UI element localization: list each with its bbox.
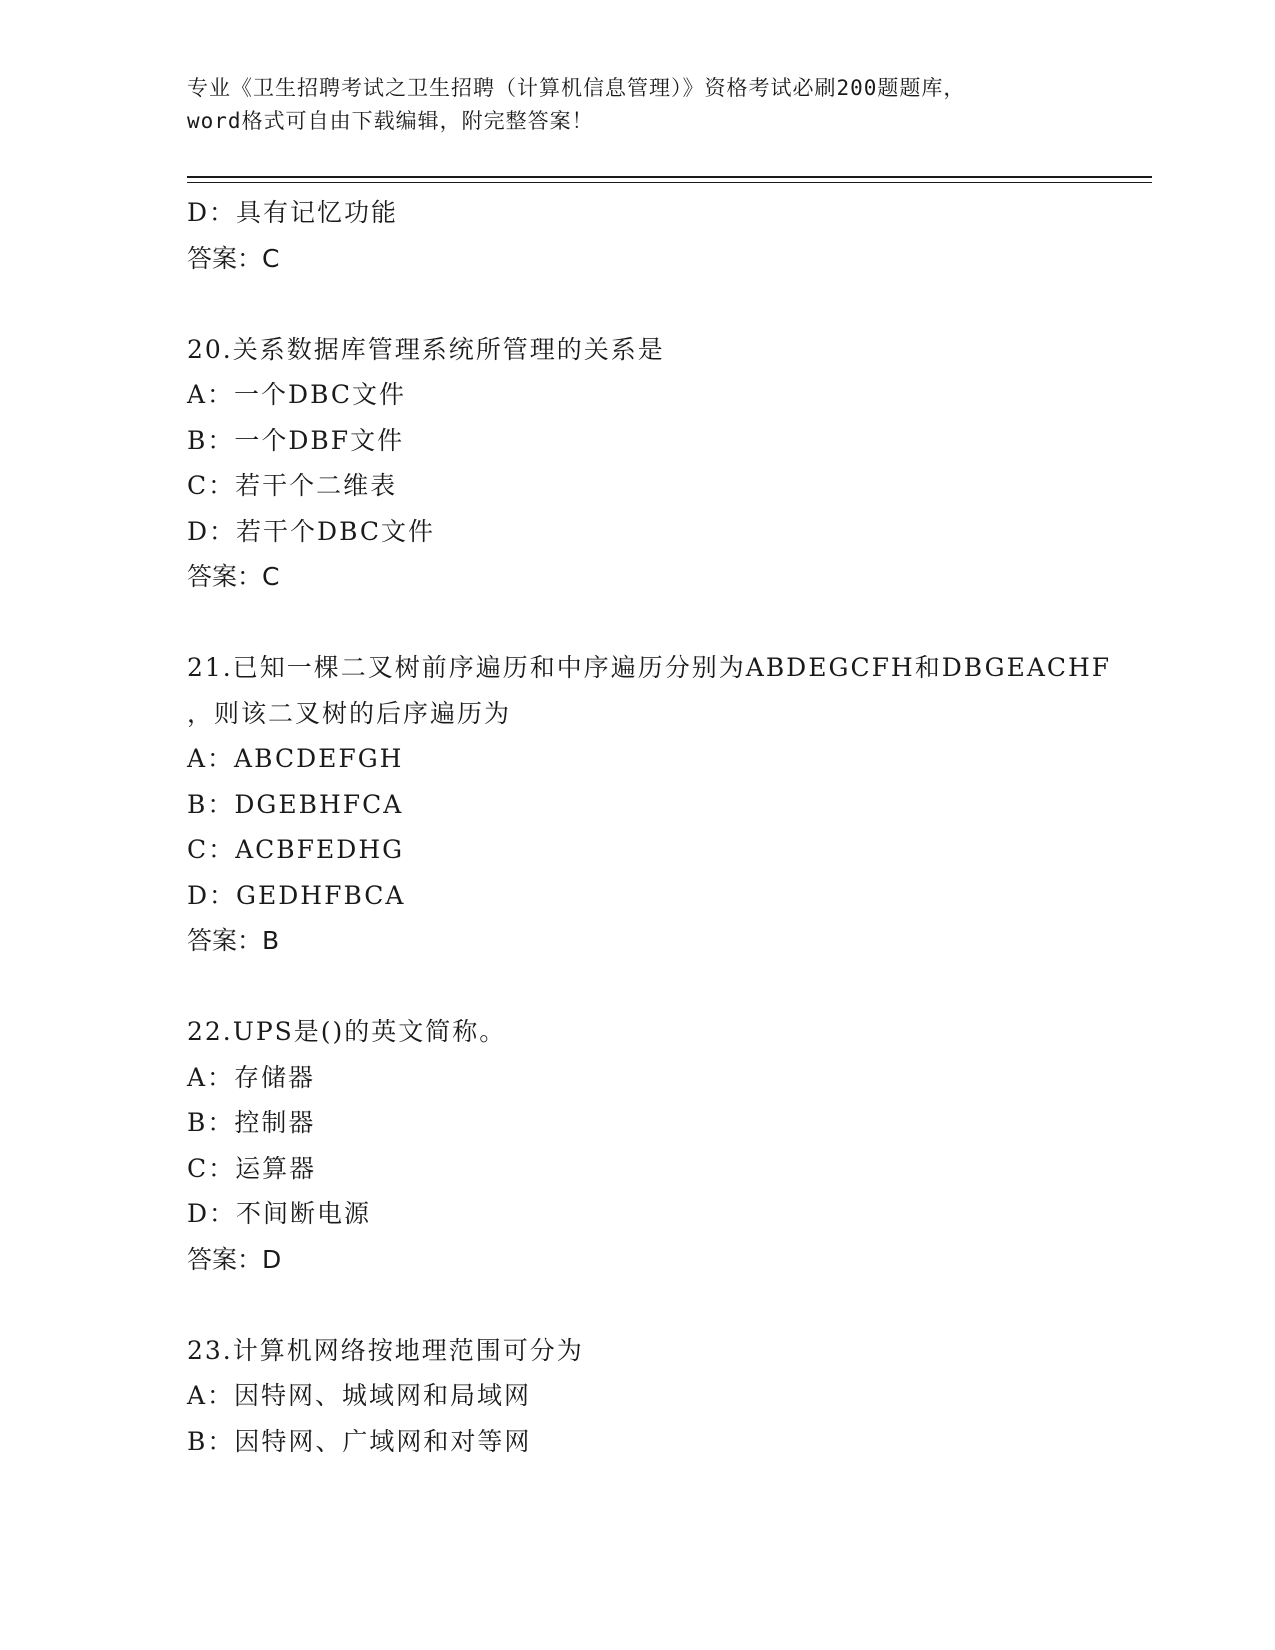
option-c: C：运算器 (187, 1153, 317, 1183)
header-divider-thick (187, 176, 1152, 178)
option-a: A：ABCDEFGH (187, 744, 404, 773)
partial-question-19 (187, 190, 1147, 281)
document-body (187, 190, 1147, 1464)
option-d: D：GEDHFBCA (187, 880, 406, 910)
header-line-1: 专业《卫生招聘考试之卫生招聘（计算机信息管理）》资格考试必刷200题题库， (187, 76, 966, 100)
option-c: C：ACBFEDHG (187, 835, 405, 864)
option-b: B：一个DBF文件 (187, 425, 405, 455)
header-line-2: word格式可自由下载编辑，附完整答案！ (187, 109, 594, 133)
option-b: B：因特网、广域网和对等网 (187, 1426, 532, 1456)
question-21 (187, 645, 1147, 964)
question-stem: 21.已知一棵二叉树前序遍历和中序遍历分别为ABDEGCFH和DBGEACHF (187, 653, 1112, 682)
header-divider-thin (187, 182, 1152, 183)
question-stem: 22.UPS是()的英文简称。 (187, 1017, 507, 1046)
option-d: D：具有记忆功能 (187, 198, 399, 227)
option-a: A：存储器 (187, 1062, 316, 1092)
option-a: A：因特网、城域网和局域网 (187, 1381, 532, 1410)
document-header (187, 72, 1087, 138)
answer-line: 答案：B (187, 926, 280, 955)
option-d: D：若干个DBC文件 (187, 516, 436, 546)
answer-line: 答案：C (187, 243, 280, 273)
question-stem-continued: ，则该二叉树的后序遍历为 (187, 698, 512, 728)
option-b: B：控制器 (187, 1108, 316, 1137)
question-20 (187, 327, 1147, 600)
question-22 (187, 1009, 1147, 1282)
option-a: A：一个DBC文件 (187, 380, 407, 409)
question-stem: 20.关系数据库管理系统所管理的关系是 (187, 334, 665, 364)
answer-line: 答案：D (187, 1244, 282, 1274)
answer-line: 答案：C (187, 562, 280, 591)
option-c: C：若干个二维表 (187, 471, 398, 500)
option-b: B：DGEBHFCA (187, 789, 404, 819)
question-stem: 23.计算机网络按地理范围可分为 (187, 1335, 584, 1365)
question-23 (187, 1328, 1147, 1465)
option-d: D：不间断电源 (187, 1199, 372, 1228)
